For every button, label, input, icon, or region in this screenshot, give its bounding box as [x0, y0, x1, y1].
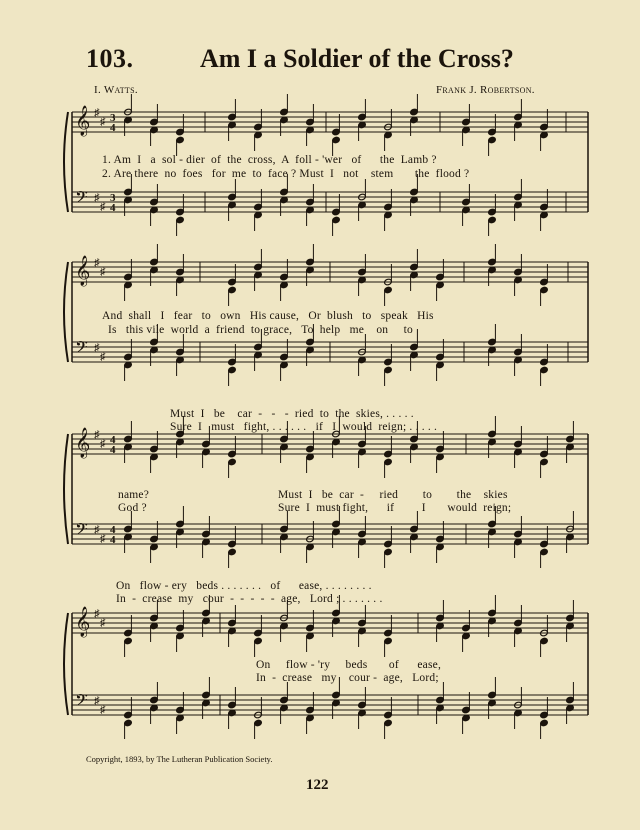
composer-credit: Frank J. Robertson.: [436, 84, 535, 96]
system3-upper-verse1-lyric: Must I be car - - - ried to the skies, . . . . .: [170, 408, 414, 420]
hymn-title: Am I a Soldier of the Cross?: [200, 44, 514, 73]
key-sharp: ♯: [100, 704, 106, 716]
system3-upper-verse2-lyric: Sure I must fight, . . . . . . if I would reign; . . . . .: [170, 421, 438, 433]
key-sharp: ♯: [94, 524, 100, 536]
key-sharp: ♯: [100, 266, 106, 278]
key-sharp: ♯: [94, 342, 100, 354]
key-sharp: ♯: [94, 695, 100, 707]
lyricist-credit: I. Watts.: [94, 84, 138, 96]
bass-clef: 𝄢: [75, 187, 88, 211]
key-sharp: ♯: [94, 429, 100, 441]
bass-clef: 𝄢: [75, 337, 88, 361]
time-signature: 4: [110, 202, 116, 214]
grand-staff-brace: [64, 112, 68, 212]
key-sharp: ♯: [100, 438, 106, 450]
key-sharp: ♯: [94, 107, 100, 119]
bass-clef: 𝄢: [75, 519, 88, 543]
system3-verse2-start: God ?: [118, 502, 147, 514]
system3-verse1-lyric: Must I be car - ried to the skies: [278, 489, 508, 501]
system4-verse1-lyric: On flow - 'ry beds of ease,: [256, 659, 442, 671]
time-signature: 4: [110, 534, 116, 546]
system1-verse1-lyric: 1. Am I a sol - dier of the cross, A foll - 'wer of the Lamb ?: [102, 154, 437, 166]
key-sharp: ♯: [100, 201, 106, 213]
key-sharp: ♯: [100, 533, 106, 545]
key-sharp: ♯: [94, 608, 100, 620]
key-sharp: ♯: [94, 192, 100, 204]
time-signature: 4: [110, 444, 116, 456]
page-number: 122: [306, 777, 329, 793]
key-sharp: ♯: [100, 617, 106, 629]
time-signature: 3: [110, 112, 116, 124]
bass-clef: 𝄢: [75, 690, 88, 714]
system2-verse1-lyric: And shall I fear to own His cause, Or blush to speak His: [102, 310, 434, 322]
treble-clef: 𝄞: [75, 607, 91, 637]
system4-upper-verse2-lyric: In - crease my cour - - - - - age, Lord ; . . . . . . .: [116, 593, 383, 605]
time-signature: 4: [110, 434, 116, 446]
treble-clef: 𝄞: [75, 256, 91, 286]
key-sharp: ♯: [100, 351, 106, 363]
copyright-notice: Copyright, 1893, by The Lutheran Publication Society.: [86, 754, 273, 764]
time-signature: 3: [110, 192, 116, 204]
key-sharp: ♯: [100, 116, 106, 128]
grand-staff-brace: [64, 434, 68, 544]
system3-verse2-lyric: Sure I must fight, if I would reign;: [278, 502, 512, 514]
system4-verse2-lyric: In - crease my cour - age, Lord;: [256, 672, 439, 684]
system2-verse2-lyric: Is this vile world a friend to grace, To help me on to: [108, 324, 413, 336]
grand-staff-brace: [64, 613, 68, 715]
treble-clef: 𝄞: [75, 428, 91, 458]
time-signature: 4: [110, 524, 116, 536]
grand-staff-brace: [64, 262, 68, 362]
treble-clef: 𝄞: [75, 106, 91, 136]
system1-verse2-lyric: 2. Are there no foes for me to face ? Must I not stem the flood ?: [102, 168, 470, 180]
hymn-number: 103.: [86, 44, 134, 73]
system4-upper-verse1-lyric: On flow - ery beds . . . . . . . of ease, . . . . . . . .: [116, 580, 372, 592]
key-sharp: ♯: [94, 257, 100, 269]
time-signature: 4: [110, 122, 116, 134]
system3-verse1-start: name?: [118, 489, 150, 501]
